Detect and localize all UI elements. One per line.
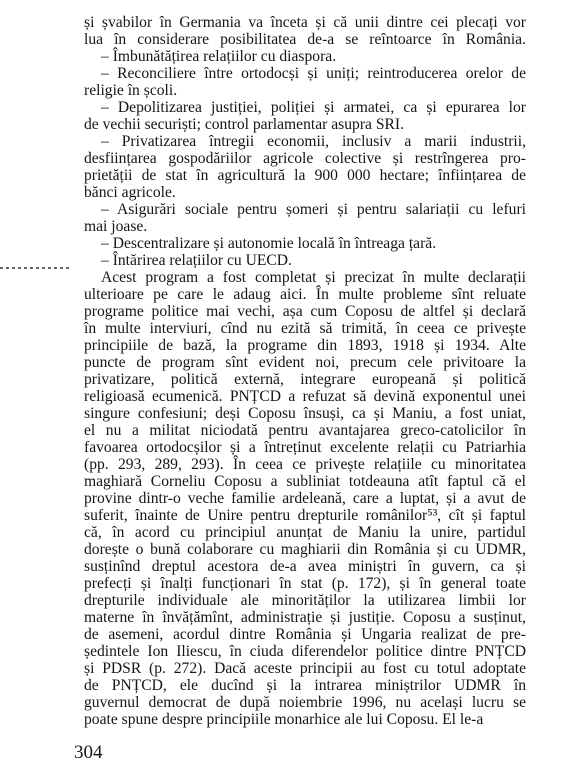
paragraph-line: favoarea ortodocșilor și a întreținut excelente relații cu Patriarhia	[84, 439, 526, 456]
paragraph-line: suferit, înainte de Unire pentru drepturile românilor⁵³, cît și faptul	[84, 507, 526, 524]
paragraph-line: puncte de program sînt evident noi, precum cele privitoare la	[84, 354, 526, 371]
paragraph-line: materne în învățămînt, administrație și justiție. Coposu a susținut,	[84, 609, 526, 626]
paragraph-line: susținînd dreptul acestora de-a avea miniștri în guvern, ca și	[84, 558, 526, 575]
paragraph-line: prefecți și înalți funcționari în stat (p. 172), și în general toate	[84, 575, 526, 592]
paragraph-line: el nu a militat niciodată pentru avantajarea greco-catolicilor în	[84, 422, 526, 439]
paragraph-line-overflow: și PDSR (p. 272). Dacă aceste principii au fost cu totul adoptate	[84, 660, 526, 677]
paragraph-line: principiile de bază, la programe din 1893, 1918 și 1934. Alte	[84, 337, 526, 354]
paragraph-line-overflow: de PNȚCD, ele ducînd și la intrarea miniștrilor UDMR în	[84, 677, 526, 694]
paragraph-line: programe politice mai vechi, așa cum Coposu de altfel și declară	[84, 303, 526, 320]
paragraph-line: maghiară Corneliu Coposu a subliniat totdeauna atît faptul că el	[84, 473, 526, 490]
text-line: lua în considerare posibilitatea de-a se reîntoarce în România.	[84, 31, 526, 48]
paragraph-line: singure confesiuni; deși Coposu însuși, ca și Maniu, a fost uniat,	[84, 405, 526, 422]
paragraph-line: în multe interviuri, cînd nu ezită să trimită, în ceea ce privește	[84, 320, 526, 337]
list-item-line: – Asigurări sociale pentru șomeri și pentru salariații cu lefuri	[101, 201, 526, 218]
paragraph-line: privatizare, politică externă, integrare europeană și politică	[84, 371, 526, 388]
paragraph-line: religioasă ecumenică. PNȚCD a refuzat să devină exponentul unei	[84, 388, 526, 405]
text-line: de vechii securiști; control parlamentar asupra SRI.	[84, 116, 404, 133]
scan-margin-mark	[0, 267, 70, 269]
paragraph-line: că, în acord cu principiul anunțat de Maniu la unire, partidul	[84, 524, 526, 541]
text-line: și șvabilor în Germania va înceta și că unii dintre cei plecați vor	[84, 14, 526, 31]
text-line: desființarea gospodăriilor agricole colective și restrîngerea pro-	[84, 150, 526, 167]
paragraph-line-overflow: ședintele Ion Iliescu, în ciuda diferendelor politice dintre PNȚCD	[84, 643, 526, 660]
paragraph-line: de asemeni, acordul dintre România și Ungaria realizat de pre-	[84, 626, 526, 643]
text-line: bănci agricole.	[84, 184, 176, 201]
paragraph-line: (pp. 293, 289, 293). În ceea ce privește relațiile cu minoritatea	[84, 456, 526, 473]
paragraph-line: dorește o bună colaborare cu maghiarii din România și cu UDMR,	[84, 541, 526, 558]
text-line: mai joase.	[84, 218, 148, 235]
text-line: prietății de stat în agricultură la 900 000 hectare; înființarea de	[84, 167, 526, 184]
paragraph-line-overflow: poate spune despre principiile monarhice ale lui Coposu. El le-a	[84, 711, 484, 728]
list-item-line: – Descentralizare și autonomie locală în întreaga țară.	[101, 235, 437, 252]
paragraph-line: provine dintr-o veche familie ardeleană, care a luptat, și a avut de	[84, 490, 526, 507]
paragraph-line: drepturile individuale ale minorităților la utilizarea limbii lor	[84, 592, 526, 609]
list-item-line: – Privatizarea întregii economii, inclusiv a marii industrii,	[101, 133, 526, 150]
page-number: 304	[74, 742, 103, 763]
list-item-line: – Reconciliere între ortodocși și uniți; reintroducerea orelor de	[101, 65, 526, 82]
paragraph-line-overflow: guvernul democrat de după noiembrie 1996, nu același lucru se	[84, 694, 526, 711]
list-item-line: – Depolitizarea justiției, poliției și armatei, ca și epurarea lor	[101, 99, 526, 116]
paragraph-line: ulterioare pe care le adaug aici. În multe probleme sînt reluate	[84, 286, 526, 303]
paragraph-line: Acest program a fost completat și precizat în multe declarații	[101, 269, 526, 286]
text-line: religie în școli.	[84, 82, 178, 99]
list-item-line: – Îmbunătățirea relațiilor cu diaspora.	[101, 48, 337, 65]
list-item-line: – Întărirea relațiilor cu UECD.	[101, 252, 292, 269]
